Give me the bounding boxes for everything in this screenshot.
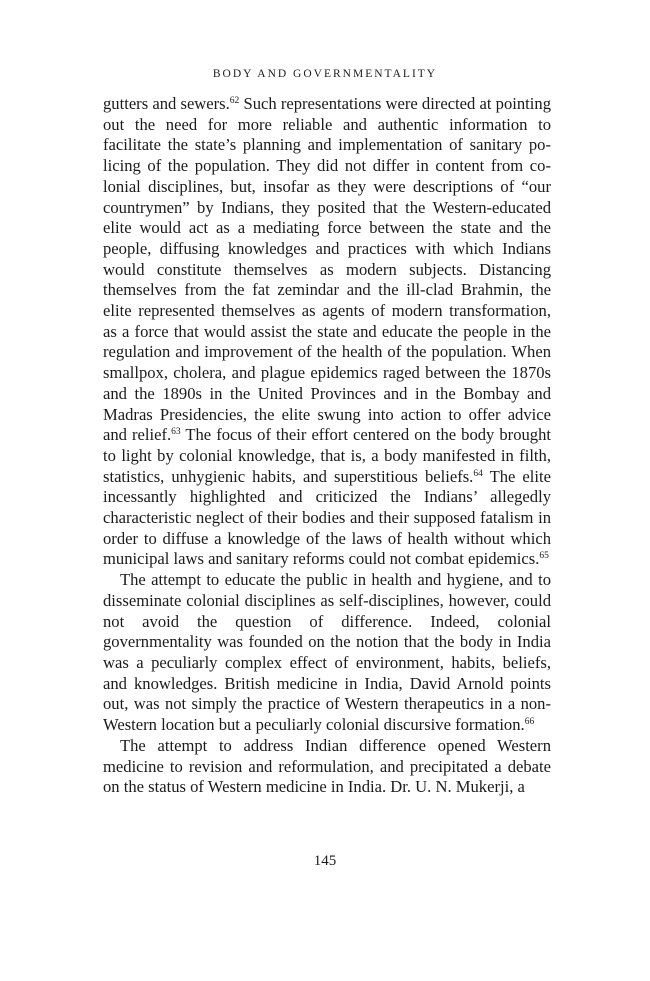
paragraph-text: The attempt to educate the public in health and hygiene, and to disseminate colonial disciplines as self-disciplines, however, could not avoid the question of difference. Indeed, colonial governmentality was founded on the notion that the body in India was a peculiarly complex effect of environment, habits, beliefs, and knowledges. British medicine in India, David Arnold points out, was not simply the practice of Western therapeutics in a non-Western location but a peculiarly colonial discursive formation. — [103, 570, 551, 735]
paragraph — [103, 570, 551, 736]
paragraph-text: The focus of their effort centered on the body brought to light by colonial knowledge, that is, a body manifested in filth, statistics, unhygienic habits, and superstitious beliefs. — [103, 425, 551, 486]
body-text — [103, 94, 551, 798]
paragraph-text: gutters and sewers. — [103, 94, 230, 113]
paragraph — [103, 736, 551, 798]
paragraph — [103, 94, 551, 570]
paragraph-text: Such representations were directed at pointing out the need for more reliable and authentic information to facilitate the state’s planning and implementation of sanitary policing of the population. They did not differ in content from colonial disciplines, but, insofar as they were descriptions of “our countrymen” by Indians, they posited that the Western-educated elite would act as a mediating force between the state and the people, diffusing knowledges and practices with which Indians would constitute themselves as modern subjects. Distancing themselves from the fat zemindar and the ill-clad Brahmin, the elite represented themselves as agents of modern transformation, as a force that would assist the state and educate the people in the regulation and improvement of the health of the population. When smallpox, cholera, and plague epidemics raged between the 1870s and the 1890s in the United Provinces and in the Bombay and Madras Presidencies, the elite swung into action to offer advice and relief. — [103, 94, 551, 445]
footnote-marker: 64 — [473, 468, 483, 479]
paragraph-text: The attempt to address Indian difference opened Western medicine to revision and reformulation, and precipitated a debate on the status of Western medicine in India. Dr. U. N. Mukerji, a — [103, 735, 551, 797]
page-number: 145 — [313, 853, 337, 869]
footnote-marker: 62 — [229, 96, 240, 106]
footnote-marker: 65 — [539, 551, 549, 562]
paragraph-text: The elite incessantly highlighted and criticized the Indians’ allegedly characteristic neglect of their bodies and their supposed fatalism in order to diffuse a knowledge of the laws of health without which municipal laws and sanitary reforms could not combat epidemics. — [103, 466, 551, 569]
running-head: BODY AND GOVERNMENTALITY — [212, 68, 438, 80]
footnote-marker: 66 — [524, 717, 535, 728]
footnote-marker: 63 — [171, 427, 181, 438]
